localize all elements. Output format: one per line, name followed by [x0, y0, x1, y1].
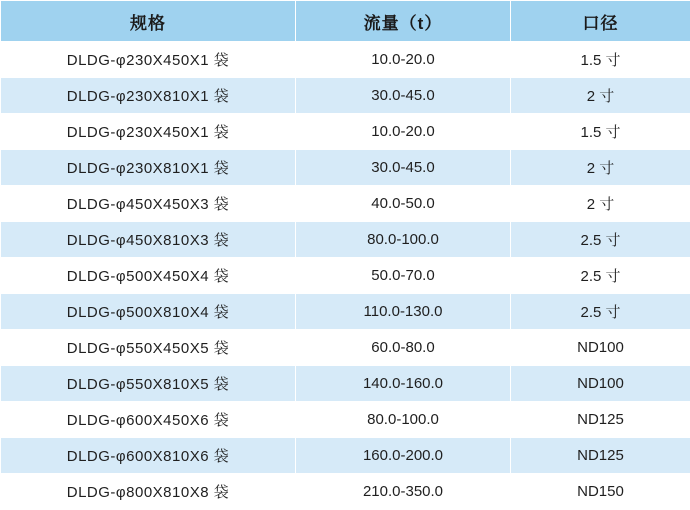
cell-spec: DLDG-φ600X810X6 袋 [1, 438, 296, 474]
cell-flow: 30.0-45.0 [296, 150, 511, 186]
table-row [1, 294, 690, 330]
table-row [1, 474, 690, 510]
cell-spec: DLDG-φ550X810X5 袋 [1, 366, 296, 402]
cell-spec: DLDG-φ450X810X3 袋 [1, 222, 296, 258]
table-row [1, 42, 690, 78]
table-row [1, 78, 690, 114]
cell-spec: DLDG-φ230X810X1 袋 [1, 150, 296, 186]
cell-flow: 140.0-160.0 [296, 366, 511, 402]
cell-flow: 30.0-45.0 [296, 78, 511, 114]
cell-caliber: 2.5 寸 [511, 222, 690, 258]
cell-spec: DLDG-φ600X450X6 袋 [1, 402, 296, 438]
table-row [1, 186, 690, 222]
cell-spec: DLDG-φ230X810X1 袋 [1, 78, 296, 114]
cell-caliber: ND150 [511, 474, 690, 510]
table-row [1, 258, 690, 294]
cell-caliber: 2.5 寸 [511, 258, 690, 294]
table-row [1, 366, 690, 402]
cell-caliber: ND125 [511, 402, 690, 438]
table-row [1, 222, 690, 258]
table-header [1, 1, 690, 42]
cell-spec: DLDG-φ230X450X1 袋 [1, 42, 296, 78]
cell-caliber: 2 寸 [511, 150, 690, 186]
cell-flow: 80.0-100.0 [296, 222, 511, 258]
column-header-flow: 流量（t） [296, 1, 511, 42]
cell-flow: 50.0-70.0 [296, 258, 511, 294]
cell-caliber: ND100 [511, 330, 690, 366]
cell-caliber: 2.5 寸 [511, 294, 690, 330]
table-row [1, 438, 690, 474]
cell-spec: DLDG-φ500X810X4 袋 [1, 294, 296, 330]
cell-caliber: ND125 [511, 438, 690, 474]
cell-flow: 160.0-200.0 [296, 438, 511, 474]
cell-flow: 40.0-50.0 [296, 186, 511, 222]
table-row [1, 114, 690, 150]
table-body [1, 42, 690, 510]
cell-caliber: 2 寸 [511, 186, 690, 222]
cell-caliber: 1.5 寸 [511, 114, 690, 150]
table-row [1, 330, 690, 366]
table-row [1, 150, 690, 186]
cell-flow: 80.0-100.0 [296, 402, 511, 438]
cell-spec: DLDG-φ500X450X4 袋 [1, 258, 296, 294]
cell-caliber: 1.5 寸 [511, 42, 690, 78]
cell-caliber: ND100 [511, 366, 690, 402]
table-header-row [1, 1, 690, 42]
cell-spec: DLDG-φ800X810X8 袋 [1, 474, 296, 510]
cell-flow: 10.0-20.0 [296, 42, 511, 78]
cell-caliber: 2 寸 [511, 78, 690, 114]
cell-spec: DLDG-φ550X450X5 袋 [1, 330, 296, 366]
cell-spec: DLDG-φ450X450X3 袋 [1, 186, 296, 222]
column-header-caliber: 口径 [511, 1, 690, 42]
cell-flow: 110.0-130.0 [296, 294, 511, 330]
table-row [1, 402, 690, 438]
column-header-spec: 规格 [1, 1, 296, 42]
cell-flow: 60.0-80.0 [296, 330, 511, 366]
cell-flow: 210.0-350.0 [296, 474, 511, 510]
cell-flow: 10.0-20.0 [296, 114, 511, 150]
cell-spec: DLDG-φ230X450X1 袋 [1, 114, 296, 150]
